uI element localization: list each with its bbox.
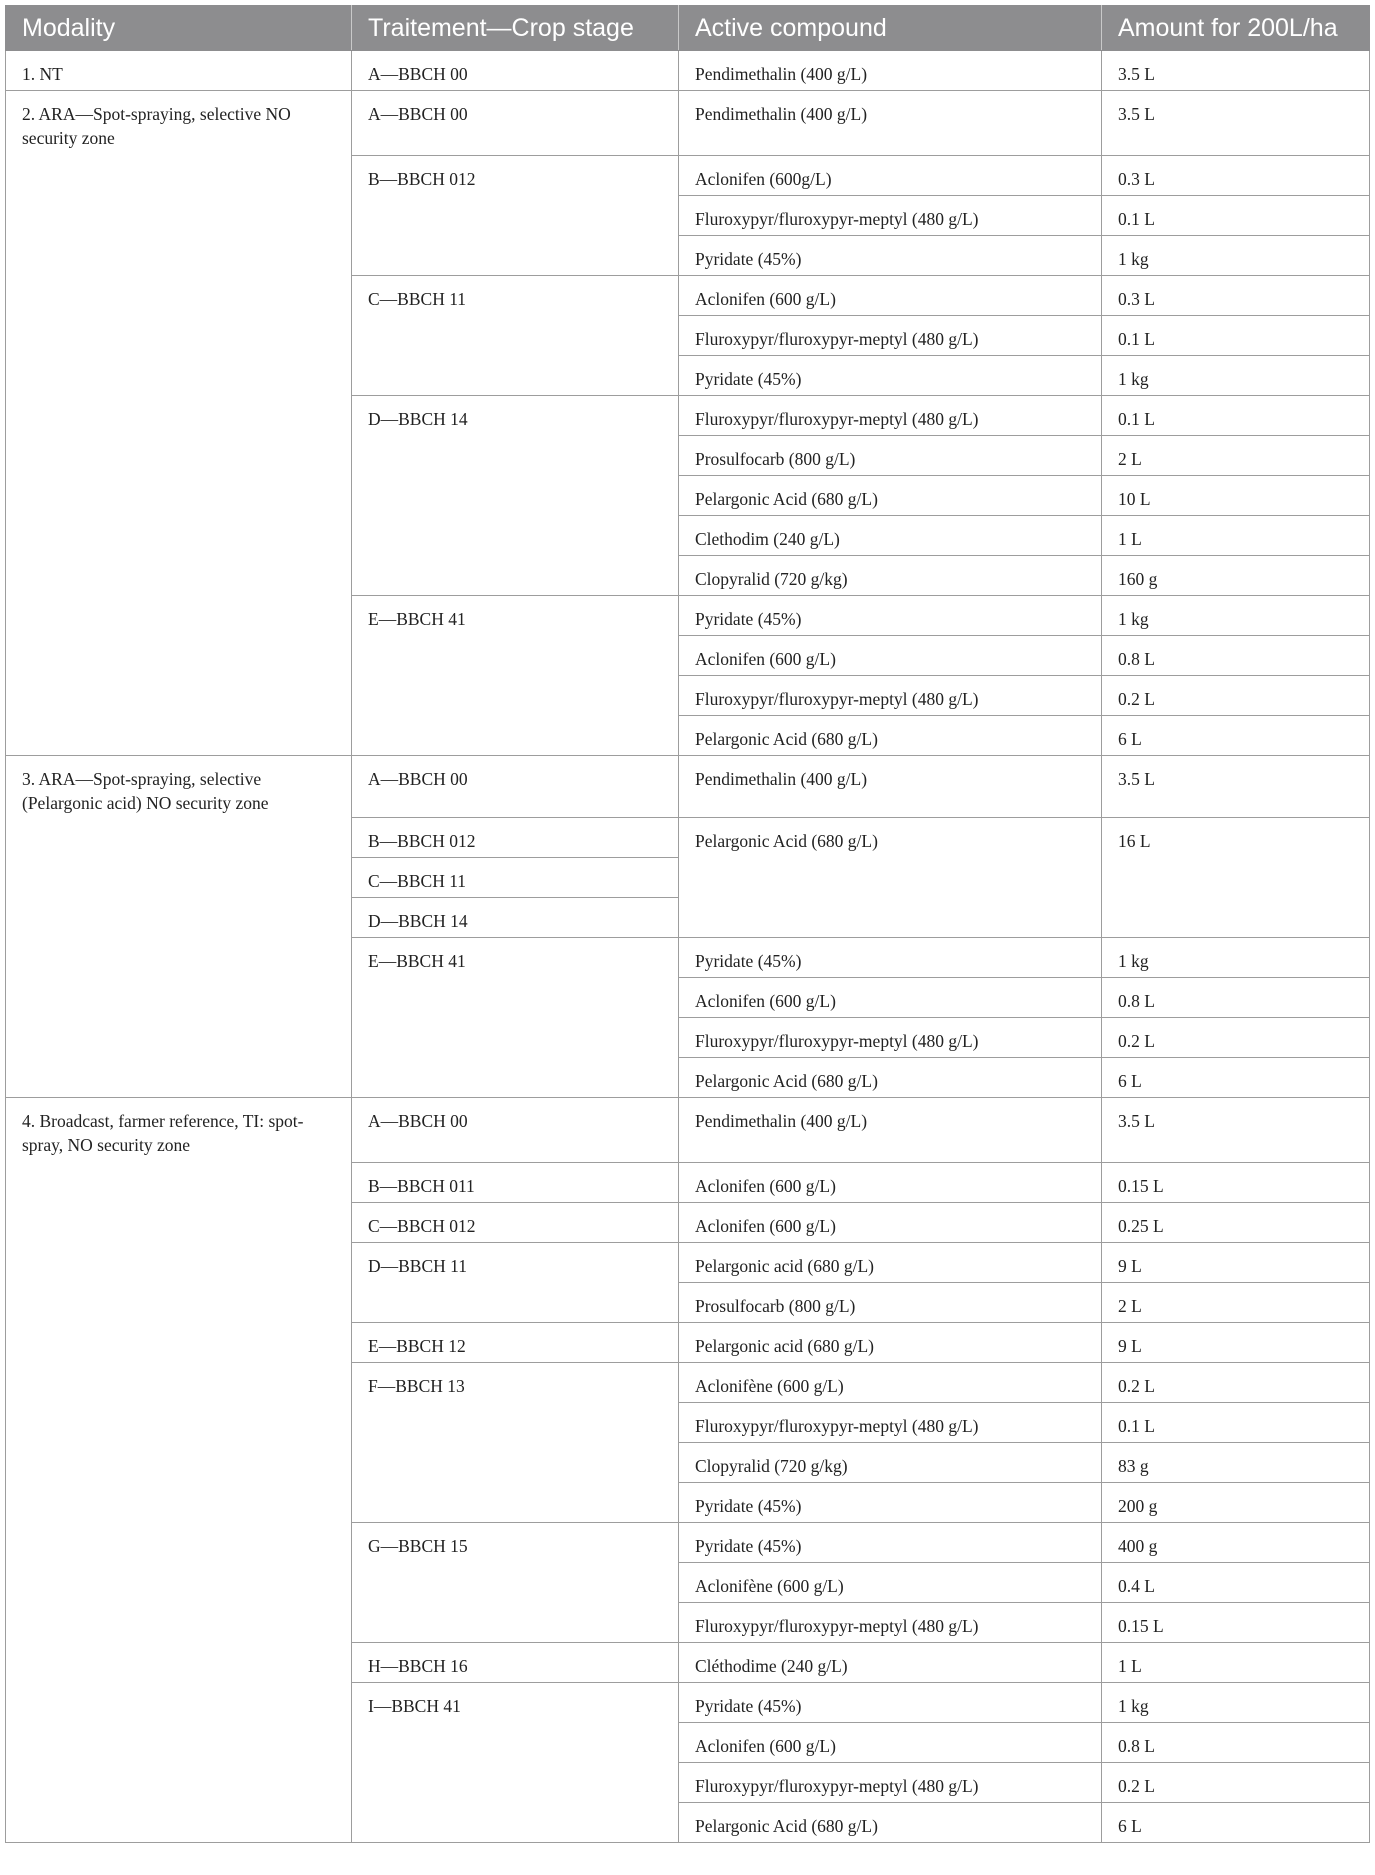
treatment-cell: H—BBCH 16 (352, 1643, 679, 1683)
table-row (6, 91, 1370, 156)
amount-cell: 0.15 L (1102, 1163, 1370, 1203)
amount-cell: 6 L (1102, 716, 1370, 756)
amount-cell: 3.5 L (1102, 1098, 1370, 1163)
amount-cell: 1 L (1102, 516, 1370, 556)
compound-cell: Clopyralid (720 g/kg) (679, 556, 1102, 596)
amount-cell: 1 L (1102, 1643, 1370, 1683)
amount-cell: 2 L (1102, 1283, 1370, 1323)
treatment-cell: I—BBCH 41 (352, 1683, 679, 1843)
compound-cell: Fluroxypyr/fluroxypyr-meptyl (480 g/L) (679, 1403, 1102, 1443)
compound-cell: Fluroxypyr/fluroxypyr-meptyl (480 g/L) (679, 676, 1102, 716)
compound-cell: Aclonifen (600 g/L) (679, 978, 1102, 1018)
treatment-cell: C—BBCH 11 (352, 858, 679, 898)
compound-cell: Prosulfocarb (800 g/L) (679, 436, 1102, 476)
amount-cell: 400 g (1102, 1523, 1370, 1563)
treatment-cell: G—BBCH 15 (352, 1523, 679, 1643)
compound-cell: Pelargonic Acid (680 g/L) (679, 1803, 1102, 1843)
amount-cell: 6 L (1102, 1803, 1370, 1843)
treatment-cell: A—BBCH 00 (352, 91, 679, 156)
compound-cell: Pyridate (45%) (679, 236, 1102, 276)
amount-cell: 0.4 L (1102, 1563, 1370, 1603)
amount-cell: 0.1 L (1102, 1403, 1370, 1443)
compound-cell: Pelargonic Acid (680 g/L) (679, 818, 1102, 938)
treatment-cell: B—BBCH 012 (352, 156, 679, 276)
amount-cell: 16 L (1102, 818, 1370, 938)
compound-cell: Pendimethalin (400 g/L) (679, 1098, 1102, 1163)
treatment-cell: F—BBCH 13 (352, 1363, 679, 1523)
amount-cell: 0.8 L (1102, 978, 1370, 1018)
amount-cell: 0.3 L (1102, 156, 1370, 196)
amount-cell: 0.25 L (1102, 1203, 1370, 1243)
compound-cell: Aclonifène (600 g/L) (679, 1563, 1102, 1603)
treatment-cell: B—BBCH 012 (352, 818, 679, 858)
treatment-cell: A—BBCH 00 (352, 756, 679, 818)
compound-cell: Pyridate (45%) (679, 596, 1102, 636)
herbicide-treatment-table (5, 5, 1370, 1843)
amount-cell: 0.1 L (1102, 316, 1370, 356)
compound-cell: Prosulfocarb (800 g/L) (679, 1283, 1102, 1323)
amount-cell: 1 kg (1102, 236, 1370, 276)
amount-cell: 0.3 L (1102, 276, 1370, 316)
compound-cell: Pyridate (45%) (679, 1483, 1102, 1523)
treatment-cell: C—BBCH 012 (352, 1203, 679, 1243)
treatment-cell: D—BBCH 14 (352, 396, 679, 596)
treatment-cell: D—BBCH 14 (352, 898, 679, 938)
amount-cell: 0.2 L (1102, 1763, 1370, 1803)
compound-cell: Clopyralid (720 g/kg) (679, 1443, 1102, 1483)
amount-cell: 6 L (1102, 1058, 1370, 1098)
amount-cell: 0.2 L (1102, 676, 1370, 716)
amount-cell: 0.8 L (1102, 1723, 1370, 1763)
compound-cell: Pyridate (45%) (679, 1523, 1102, 1563)
amount-cell: 9 L (1102, 1243, 1370, 1283)
amount-cell: 0.8 L (1102, 636, 1370, 676)
table-row (6, 1098, 1370, 1163)
treatment-cell: E—BBCH 41 (352, 938, 679, 1098)
amount-cell: 0.2 L (1102, 1018, 1370, 1058)
table-row (6, 51, 1370, 91)
compound-cell: Aclonifen (600 g/L) (679, 636, 1102, 676)
compound-cell: Aclonifen (600g/L) (679, 156, 1102, 196)
compound-cell: Cléthodime (240 g/L) (679, 1643, 1102, 1683)
header-amount: Amount for 200L/ha (1102, 6, 1370, 51)
treatment-cell: E—BBCH 12 (352, 1323, 679, 1363)
modality-cell: 3. ARA—Spot-spraying, selective (Pelargonic acid) NO security zone (6, 756, 352, 1098)
modality-cell: 1. NT (6, 51, 352, 91)
compound-cell: Fluroxypyr/fluroxypyr-meptyl (480 g/L) (679, 196, 1102, 236)
compound-cell: Fluroxypyr/fluroxypyr-meptyl (480 g/L) (679, 396, 1102, 436)
amount-cell: 1 kg (1102, 356, 1370, 396)
amount-cell: 3.5 L (1102, 91, 1370, 156)
amount-cell: 1 kg (1102, 938, 1370, 978)
modality-cell: 2. ARA—Spot-spraying, selective NO security zone (6, 91, 352, 756)
table-row (6, 756, 1370, 818)
header-active-compound: Active compound (679, 6, 1102, 51)
compound-cell: Pendimethalin (400 g/L) (679, 51, 1102, 91)
amount-cell: 0.1 L (1102, 196, 1370, 236)
compound-cell: Pelargonic acid (680 g/L) (679, 1243, 1102, 1283)
amount-cell: 3.5 L (1102, 51, 1370, 91)
compound-cell: Aclonifen (600 g/L) (679, 1723, 1102, 1763)
treatment-cell: A—BBCH 00 (352, 51, 679, 91)
compound-cell: Aclonifen (600 g/L) (679, 276, 1102, 316)
amount-cell: 10 L (1102, 476, 1370, 516)
compound-cell: Pyridate (45%) (679, 1683, 1102, 1723)
amount-cell: 1 kg (1102, 596, 1370, 636)
compound-cell: Pyridate (45%) (679, 938, 1102, 978)
treatment-cell: D—BBCH 11 (352, 1243, 679, 1323)
amount-cell: 0.2 L (1102, 1363, 1370, 1403)
compound-cell: Pelargonic Acid (680 g/L) (679, 716, 1102, 756)
compound-cell: Fluroxypyr/fluroxypyr-meptyl (480 g/L) (679, 316, 1102, 356)
amount-cell: 160 g (1102, 556, 1370, 596)
compound-cell: Aclonifène (600 g/L) (679, 1363, 1102, 1403)
modality-cell: 4. Broadcast, farmer reference, TI: spot-spray, NO security zone (6, 1098, 352, 1843)
header-treatment-crop-stage: Traitement—Crop stage (352, 6, 679, 51)
compound-cell: Pyridate (45%) (679, 356, 1102, 396)
compound-cell: Pendimethalin (400 g/L) (679, 756, 1102, 818)
treatment-cell: E—BBCH 41 (352, 596, 679, 756)
amount-cell: 1 kg (1102, 1683, 1370, 1723)
amount-cell: 0.15 L (1102, 1603, 1370, 1643)
compound-cell: Fluroxypyr/fluroxypyr-meptyl (480 g/L) (679, 1603, 1102, 1643)
amount-cell: 2 L (1102, 436, 1370, 476)
compound-cell: Clethodim (240 g/L) (679, 516, 1102, 556)
compound-cell: Pendimethalin (400 g/L) (679, 91, 1102, 156)
compound-cell: Pelargonic Acid (680 g/L) (679, 476, 1102, 516)
header-modality: Modality (6, 6, 352, 51)
treatment-cell: C—BBCH 11 (352, 276, 679, 396)
header-row (6, 6, 1370, 51)
compound-cell: Fluroxypyr/fluroxypyr-meptyl (480 g/L) (679, 1018, 1102, 1058)
amount-cell: 3.5 L (1102, 756, 1370, 818)
compound-cell: Aclonifen (600 g/L) (679, 1203, 1102, 1243)
amount-cell: 200 g (1102, 1483, 1370, 1523)
compound-cell: Pelargonic Acid (680 g/L) (679, 1058, 1102, 1098)
compound-cell: Pelargonic acid (680 g/L) (679, 1323, 1102, 1363)
treatment-cell: B—BBCH 011 (352, 1163, 679, 1203)
herbicide-table-container (5, 5, 1369, 1843)
treatment-cell: A—BBCH 00 (352, 1098, 679, 1163)
compound-cell: Fluroxypyr/fluroxypyr-meptyl (480 g/L) (679, 1763, 1102, 1803)
amount-cell: 0.1 L (1102, 396, 1370, 436)
amount-cell: 9 L (1102, 1323, 1370, 1363)
amount-cell: 83 g (1102, 1443, 1370, 1483)
compound-cell: Aclonifen (600 g/L) (679, 1163, 1102, 1203)
